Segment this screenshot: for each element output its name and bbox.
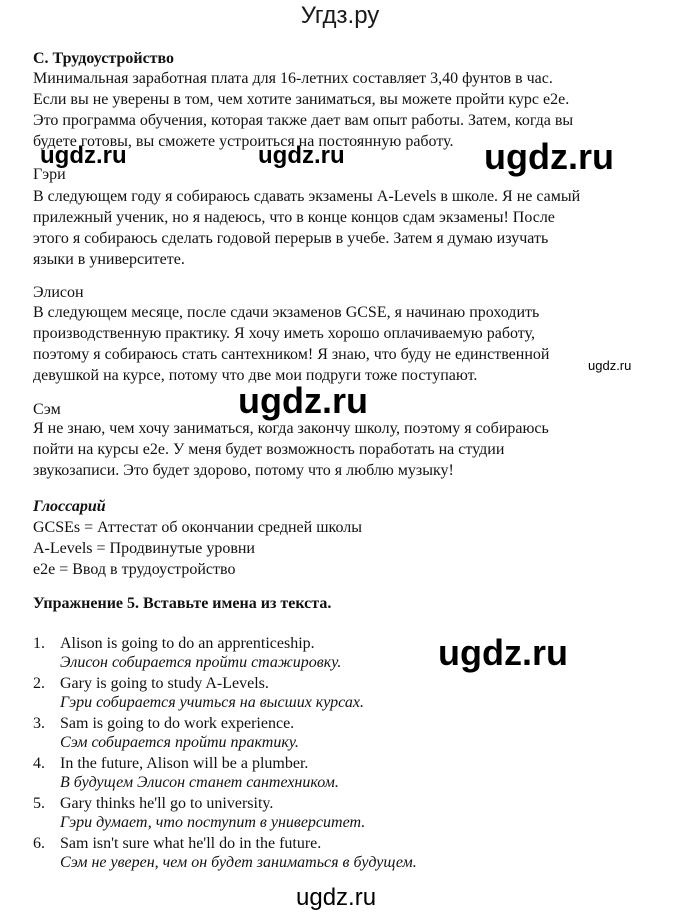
item-translation: Сэм собирается пройти практику.	[60, 734, 299, 751]
gary-name: Гэри	[33, 166, 66, 183]
item-english: Gary thinks he'll go to university.	[60, 795, 274, 812]
watermark: ugdz.ru	[484, 136, 614, 177]
glossary-entry: A-Levels = Продвинутые уровни	[33, 540, 255, 557]
gary-line: этого я собираюсь сделать годовой перерыв в учебе. Затем я думаю изучать	[33, 230, 549, 247]
gary-paragraph	[33, 186, 580, 270]
item-english: Alison is going to do an apprenticeship.	[60, 635, 315, 652]
glossary-entry: e2e = Ввод в трудоустройство	[33, 561, 236, 578]
item-translation: Элисон собирается пройти стажировку.	[60, 654, 342, 671]
item-english: In the future, Alison will be a plumber.	[60, 755, 309, 772]
watermark: ugdz.ru	[238, 380, 368, 421]
item-english: Sam is going to do work experience.	[60, 715, 295, 732]
intro-line: Минимальная заработная плата для 16-летних составляет 3,40 фунтов в час.	[33, 70, 553, 87]
item-translation: Сэм не уверен, чем он будет заниматься в будущем.	[60, 854, 417, 871]
gary-line: языки в университете.	[33, 251, 185, 268]
item-number: 6.	[33, 835, 45, 852]
gary-line: прилежный ученик, но я надеюсь, что в конце концов сдам экзамены! После	[33, 209, 555, 226]
item-translation: Гэри думает, что поступит в университет.	[60, 814, 366, 831]
glossary-entry: GCSEs = Аттестат об окончании средней школы	[33, 519, 363, 536]
watermark: ugdz.ru	[438, 632, 568, 673]
sam-paragraph	[33, 418, 549, 481]
item-number: 2.	[33, 675, 45, 692]
alison-name: Элисон	[33, 284, 84, 301]
alison-paragraph	[33, 302, 549, 386]
watermark: ugdz.ru	[588, 358, 632, 373]
site-title: Угдз.ру	[300, 2, 380, 29]
sam-line: Я не знаю, чем хочу заниматься, когда закончу школу, поэтому я собираюсь	[33, 420, 549, 437]
item-number: 3.	[33, 715, 45, 732]
item-english: Gary is going to study A-Levels.	[60, 675, 269, 692]
item-translation: Гэри собирается учиться на высших курсах.	[60, 694, 364, 711]
exercise-title: Упражнение 5. Вставьте имена из текста.	[33, 595, 332, 612]
item-number: 1.	[33, 635, 45, 652]
sam-line: пойти на курсы e2e. У меня будет возможность поработать на студии	[33, 441, 505, 458]
intro-line: Если вы не уверены в том, чем хотите заниматься, вы можете пройти курс e2e.	[33, 91, 570, 108]
gary-line: В следующем году я собираюсь сдавать экзамены A-Levels в школе. Я не самый	[33, 188, 581, 205]
glossary-title: Глоссарий	[33, 498, 106, 515]
item-english: Sam isn't sure what he'll do in the future.	[60, 835, 322, 852]
watermark: ugdz.ru	[296, 884, 377, 911]
sam-line: звукозаписи. Это будет здорово, потому что я люблю музыку!	[33, 462, 454, 479]
intro-line: будете готовы, вы сможете устроиться на постоянную работу.	[33, 133, 454, 150]
glossary-list	[33, 517, 362, 580]
item-number: 4.	[33, 755, 45, 772]
section-title: С. Трудоустройство	[33, 50, 175, 67]
alison-line: производственную практику. Я хочу иметь хорошо оплачиваемую работу,	[33, 325, 535, 342]
alison-line: В следующем месяце, после сдачи экзаменов GCSE, я начинаю проходить	[33, 304, 540, 321]
alison-line: девушкой на курсе, потому что две мои подруги тоже поступают.	[33, 367, 478, 384]
item-number: 5.	[33, 795, 45, 812]
sam-name: Сэм	[33, 401, 61, 418]
watermark: ugdz.ru	[258, 142, 345, 169]
item-translation: В будущем Элисон станет сантехником.	[60, 774, 339, 791]
watermark: ugdz.ru	[40, 142, 127, 169]
alison-line: поэтому я собираюсь стать сантехником! Я знаю, что буду не единственной	[33, 346, 550, 363]
intro-line: Это программа обучения, которая также дает вам опыт работы. Затем, когда вы	[33, 112, 574, 129]
